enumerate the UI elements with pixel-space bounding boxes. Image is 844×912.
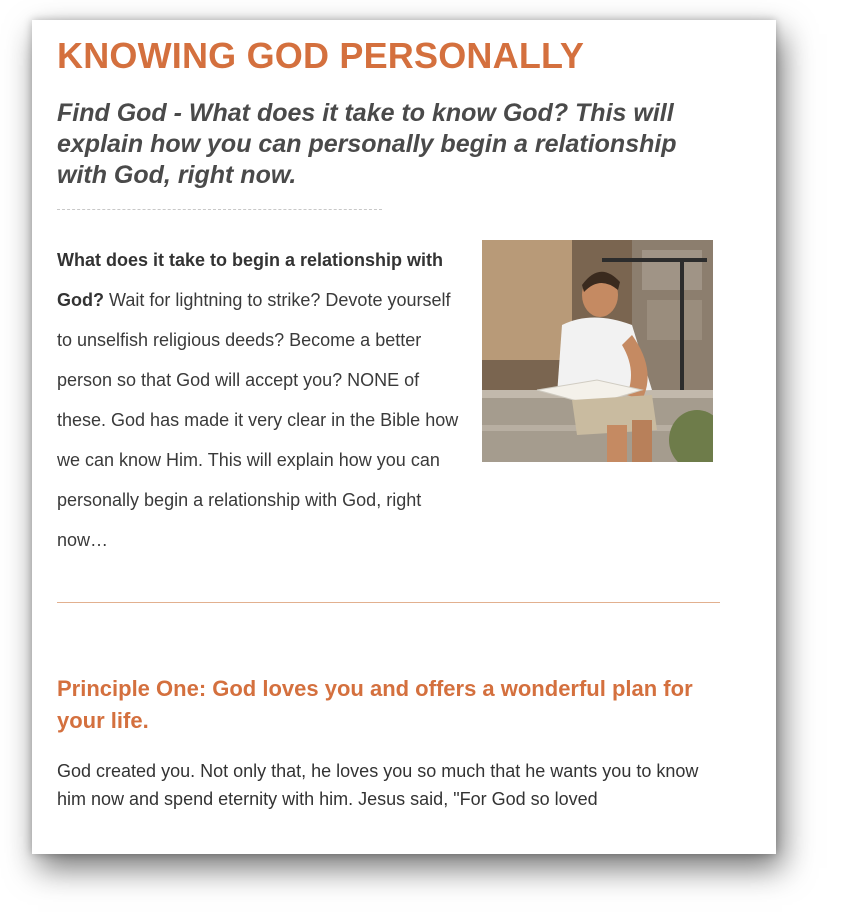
photo-illustration [482, 240, 713, 462]
dashed-divider [57, 209, 382, 210]
content-card [32, 20, 776, 854]
article [57, 20, 727, 813]
page-title: KNOWING GOD PERSONALLY [57, 35, 585, 76]
intro-body: Wait for lightning to strike? Devote yourself to unselfish religious deeds? Become a better person so that God will accept you? NONE of these. God has made it very clear in the Bible how we can know Him. This will explain how you can personally begin a relationship with God, right now… [57, 290, 459, 550]
intro-section [57, 240, 727, 570]
intro-paragraph [57, 240, 467, 560]
principle-one-body: God created you. Not only that, he loves you so much that he wants you to know him now and spend eternity with him. Jesus said, "For God so loved [57, 761, 699, 809]
man-reading-bible-photo [482, 240, 713, 462]
principle-one-heading: Principle One: God loves you and offers a wonderful plan for your life. [57, 676, 693, 733]
intro-lead: What does it take to begin a relationship with God? [57, 250, 444, 310]
page-subtitle: Find God - What does it take to know God? This will explain how you can personally begin a relationship with God, right now. [57, 99, 677, 189]
section-divider [57, 602, 720, 603]
